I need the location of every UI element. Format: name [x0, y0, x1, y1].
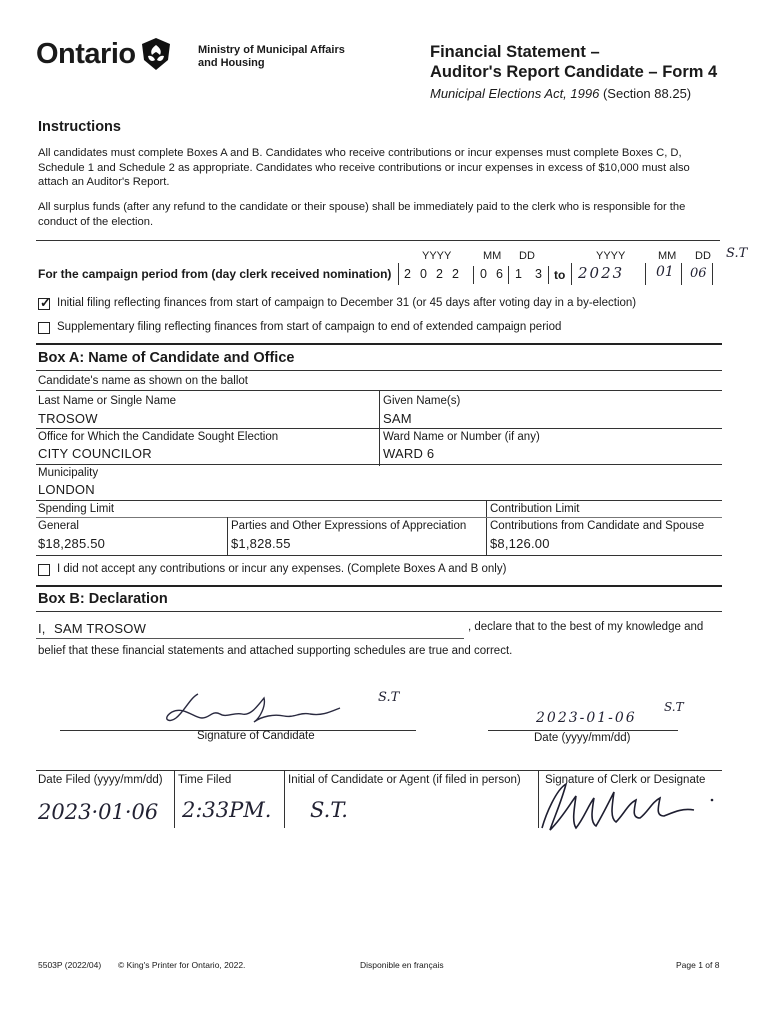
box-border [548, 266, 549, 284]
municipality-field[interactable]: LONDON [38, 482, 95, 497]
clerk-signature-icon [536, 778, 726, 834]
agent-initial-label: Initial of Candidate or Agent (if filed in person) [288, 774, 521, 786]
check-mark-icon: ✓ [40, 295, 51, 310]
supplementary-filing-checkbox[interactable] [38, 322, 50, 334]
french-availability: Disponible en français [360, 960, 444, 970]
form-title [430, 42, 760, 82]
to-yyyy-label: YYYY [596, 250, 626, 262]
box-b-heading: Box B: Declaration [38, 591, 168, 607]
from-day-digit: 3 [535, 267, 542, 281]
from-year-digit: 2 [452, 267, 459, 281]
date-label: Date (yyyy/mm/dd) [534, 732, 631, 744]
ontario-logo-text: Ontario [36, 38, 136, 70]
agent-initial-handwritten[interactable]: S.T. [310, 798, 348, 822]
divider [36, 500, 722, 501]
box-border [473, 266, 474, 284]
time-filed-label: Time Filed [178, 774, 232, 786]
to-label: to [554, 268, 566, 282]
divider [36, 343, 722, 345]
divider [36, 370, 722, 371]
form-title-line2: Auditor's Report Candidate – Form 4 [430, 63, 718, 81]
divider [36, 770, 722, 771]
box-border [681, 263, 682, 285]
act-section: (Section 88.25) [602, 86, 692, 101]
clerk-signature-label: Signature of Clerk or Designate [545, 774, 706, 786]
divider [36, 517, 486, 518]
office-label: Office for Which the Candidate Sought Election [38, 431, 279, 443]
no-contributions-checkbox[interactable] [38, 564, 50, 576]
to-mm-label: MM [658, 250, 677, 262]
to-date-initials: S.T [726, 246, 748, 261]
parties-limit-field[interactable]: $1,828.55 [231, 536, 291, 551]
municipality-label: Municipality [38, 467, 99, 479]
box-border [645, 263, 646, 285]
page-number: Page 1 of 8 [676, 960, 720, 970]
candidate-signature-icon [150, 688, 370, 733]
declaration-date-handwritten[interactable]: 2023-01-06 [536, 710, 637, 726]
instructions-heading: Instructions [38, 119, 121, 135]
last-name-field[interactable]: TROSOW [38, 411, 98, 426]
trillium-logo-icon [138, 36, 174, 72]
contribution-limit-label: Contribution Limit [490, 503, 580, 515]
box-border [712, 263, 713, 285]
last-name-label: Last Name or Single Name [38, 395, 177, 407]
ward-field[interactable]: WARD 6 [383, 446, 435, 461]
initial-filing-label: Initial filing reflecting finances from start of campaign to December 31 (or 45 days after voting day in a by-election) [57, 297, 637, 309]
copyright-notice: © King's Printer for Ontario, 2022. [118, 960, 246, 970]
declaration-i-label: I, [38, 621, 46, 636]
instructions-paragraph-2: All surplus funds (after any refund to the candidate or their spouse) shall be immediately paid to the clerk who is responsible for the conduct of the election. [38, 201, 686, 228]
box-a-heading: Box A: Name of Candidate and Office [38, 350, 295, 366]
declarant-name-field[interactable]: SAM TROSOW [54, 621, 147, 636]
from-year-digit: 0 [420, 267, 427, 281]
general-limit-label: General [38, 520, 79, 532]
time-filed-handwritten[interactable]: 2:33PM. [182, 798, 272, 822]
box-border [486, 500, 487, 556]
box-border [398, 263, 399, 285]
act-reference [430, 86, 760, 101]
instructions-paragraph-1: All candidates must complete Boxes A and B. Candidates who receive contributions or incur expenses must complete Boxes C, D, Schedule 1 and Schedule 2 as appropriate. Candidates who receive contributions or incur expenses in excess of $10,000 must also attach an Auditor's Report. [38, 147, 690, 188]
to-day-handwritten[interactable]: 06 [690, 266, 707, 281]
from-month-digit: 0 [480, 267, 487, 281]
campaign-period-label: For the campaign period from (day clerk received nomination) [38, 267, 392, 281]
box-border [227, 517, 228, 556]
initial-filing-checkbox[interactable] [38, 295, 51, 310]
from-month-digit: 6 [496, 267, 503, 281]
general-limit-field[interactable]: $18,285.50 [38, 536, 106, 551]
act-name: Municipal Elections Act, 1996 [430, 86, 600, 101]
to-month-handwritten[interactable]: 01 [656, 264, 674, 280]
divider [36, 611, 722, 612]
date-initials: S.T [664, 700, 684, 714]
ward-label: Ward Name or Number (if any) [383, 431, 540, 443]
from-year-digit: 2 [404, 267, 411, 281]
signature-initials: S.T [378, 690, 400, 705]
spending-limit-label: Spending Limit [38, 503, 115, 515]
ministry-name: Ministry of Municipal Affairs and Housing [198, 44, 345, 69]
candidate-contribution-field[interactable]: $8,126.00 [490, 536, 550, 551]
office-field[interactable]: CITY COUNCILOR [38, 446, 152, 461]
from-day-digit: 1 [515, 267, 522, 281]
ballot-name-label: Candidate's name as shown on the ballot [38, 375, 248, 387]
date-filed-label: Date Filed (yyyy/mm/dd) [38, 774, 163, 786]
divider [36, 428, 722, 429]
date-filed-handwritten[interactable]: 2023·01·06 [38, 800, 159, 824]
to-dd-label: DD [695, 250, 711, 262]
from-year-digit: 2 [436, 267, 443, 281]
divider [36, 555, 722, 556]
divider [36, 638, 464, 639]
no-contributions-label: I did not accept any contributions or incur any expenses. (Complete Boxes A and B only) [57, 563, 507, 575]
declaration-text: , declare that to the best of my knowledge and [468, 621, 704, 633]
from-yyyy-label: YYYY [422, 250, 452, 262]
candidate-contribution-label: Contributions from Candidate and Spouse [490, 520, 705, 532]
to-year-handwritten[interactable]: 2023 [578, 264, 625, 282]
divider [486, 517, 722, 518]
divider [36, 240, 720, 241]
box-border [174, 770, 175, 828]
form-title-line1: Financial Statement – [430, 43, 600, 61]
parties-limit-label: Parties and Other Expressions of Appreciation [231, 520, 467, 532]
box-border [508, 266, 509, 284]
form-number: 5503P (2022/04) [38, 960, 102, 970]
box-border [571, 263, 572, 285]
divider [36, 464, 722, 465]
date-line [488, 730, 678, 731]
divider [36, 585, 722, 587]
given-name-label: Given Name(s) [383, 395, 461, 407]
given-name-field[interactable]: SAM [383, 411, 412, 426]
supplementary-filing-label: Supplementary filing reflecting finances from start of campaign to end of extended campaign period [57, 321, 562, 333]
box-border [284, 770, 285, 828]
declaration-belief-text: belief that these financial statements and attached supporting schedules are true and correct. [38, 645, 513, 657]
candidate-signature-label: Signature of Candidate [197, 730, 315, 742]
from-dd-label: DD [519, 250, 535, 262]
from-mm-label: MM [483, 250, 502, 262]
